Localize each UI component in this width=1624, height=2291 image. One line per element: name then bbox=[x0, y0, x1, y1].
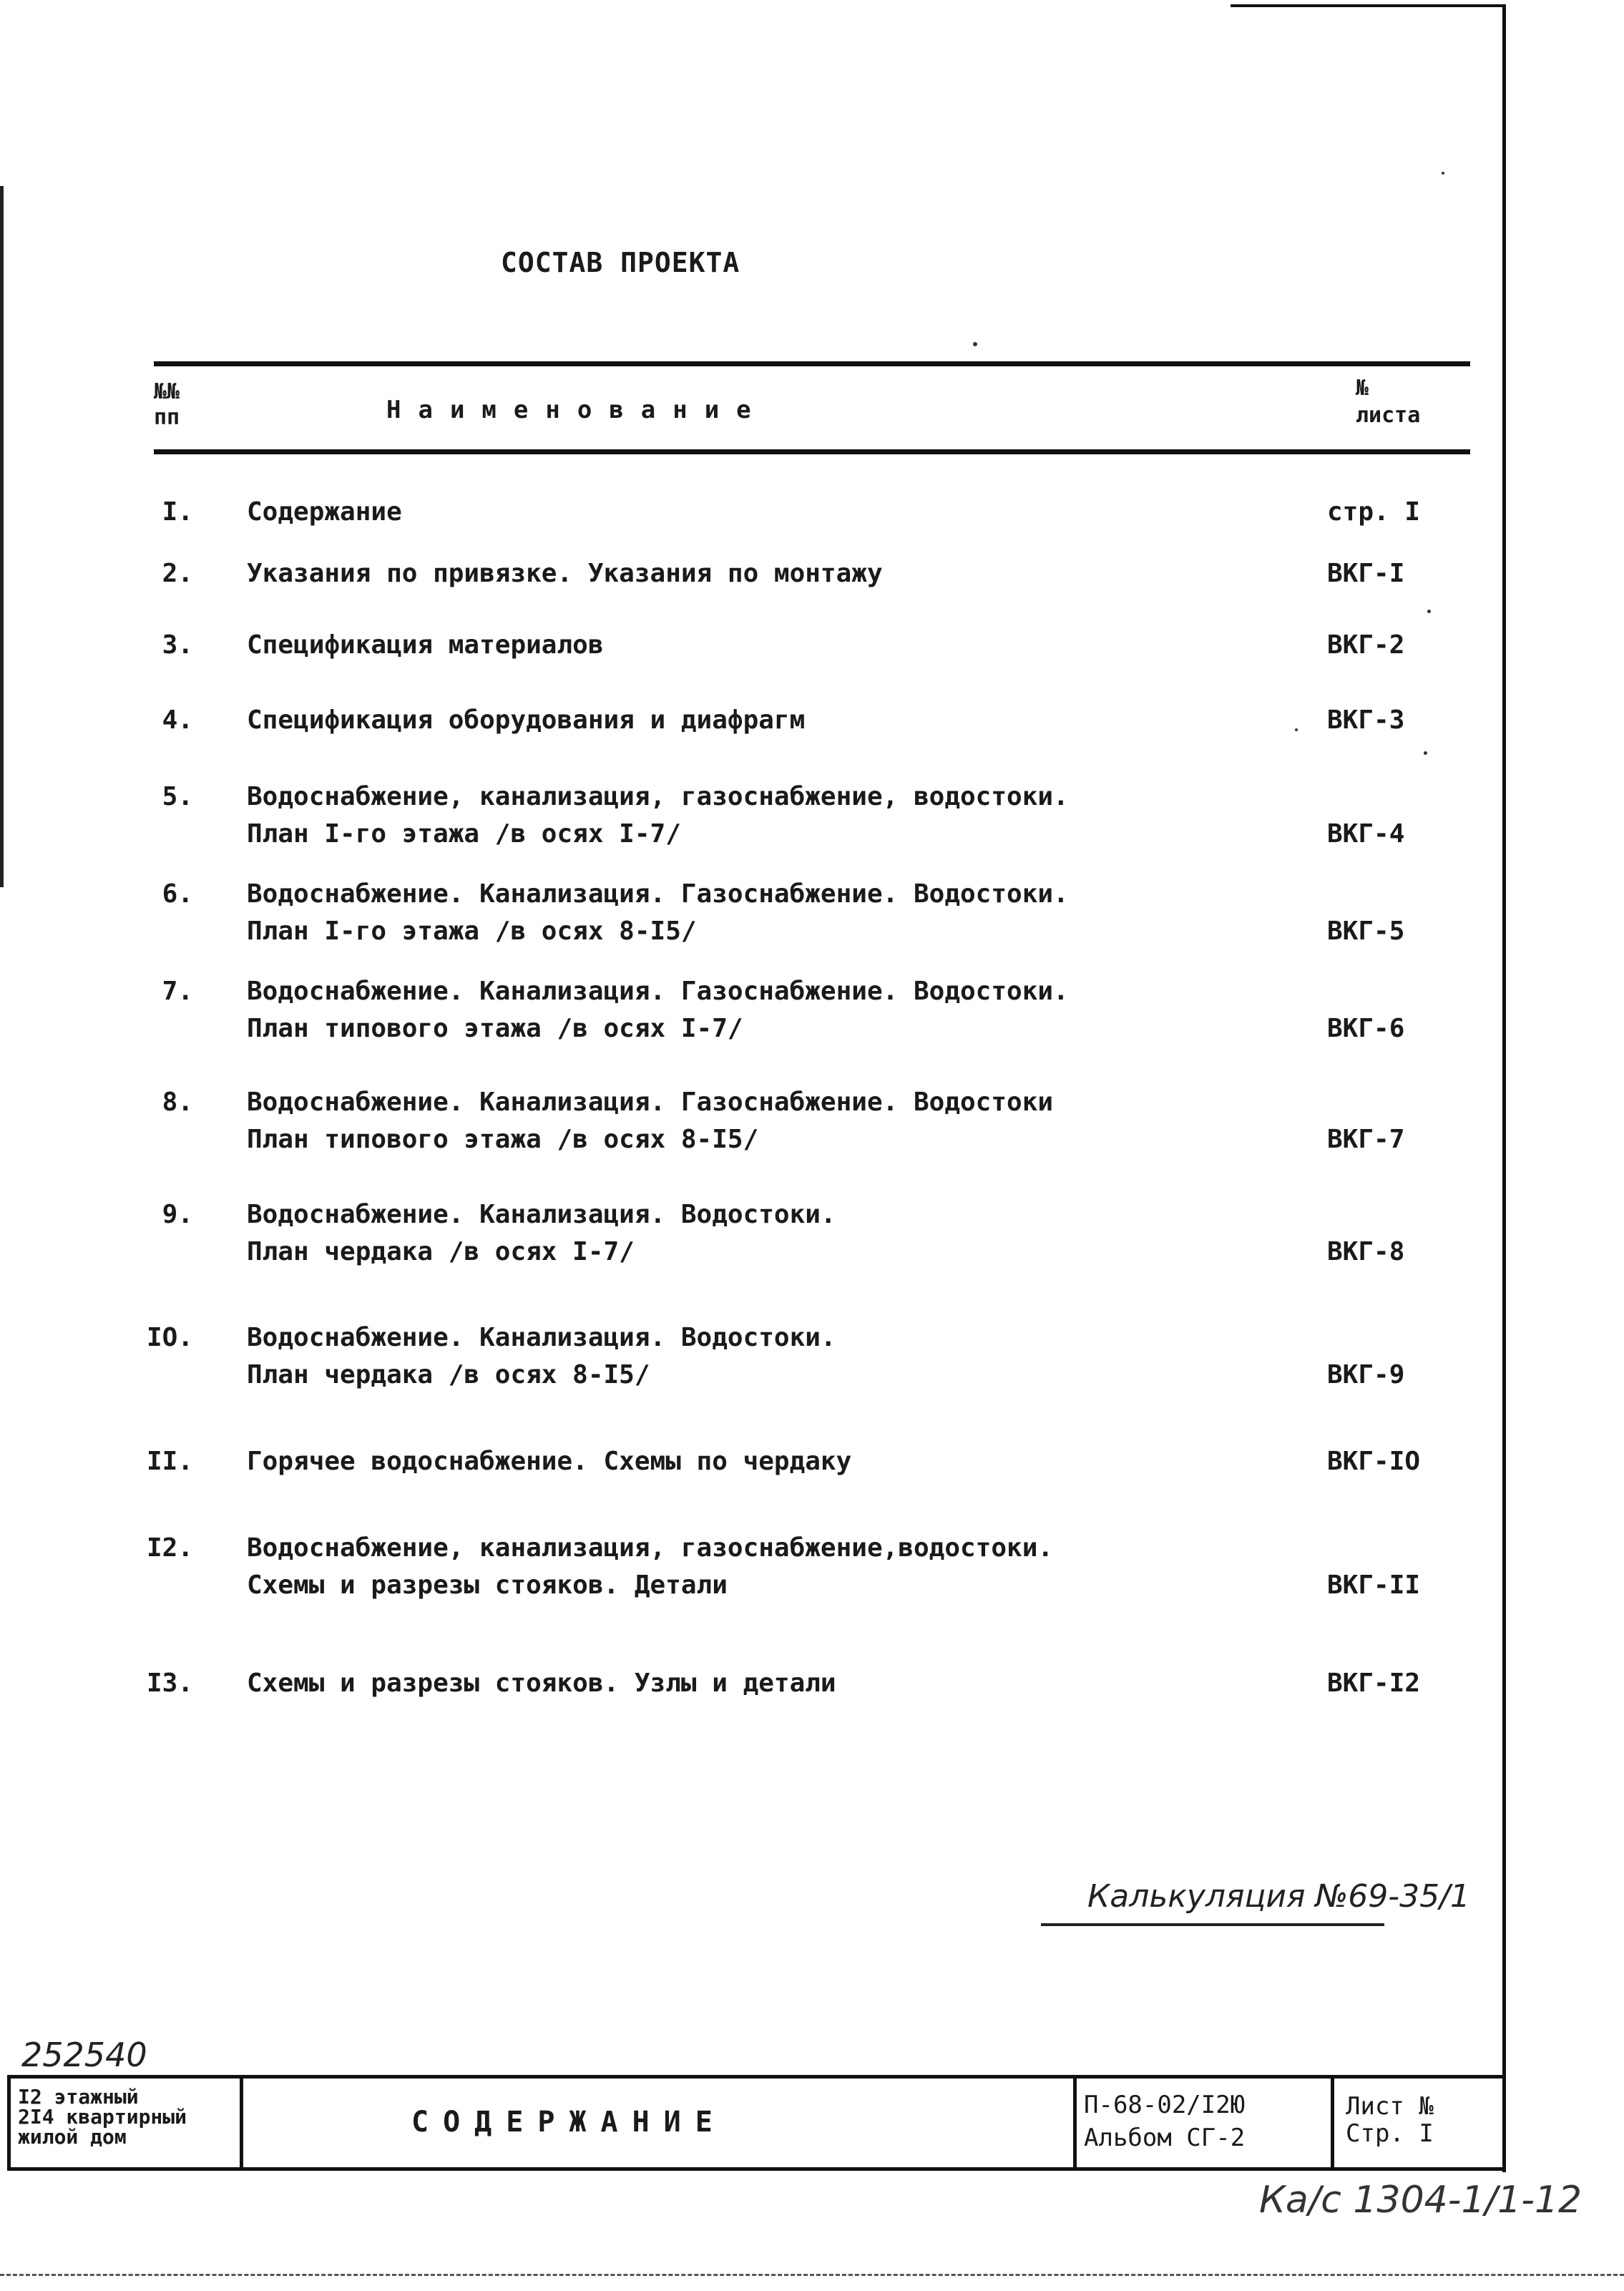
header-name: Наименование bbox=[386, 396, 768, 424]
item-number: 9. bbox=[162, 1200, 193, 1229]
item-number: 4. bbox=[162, 705, 193, 735]
item-sheet: ВКГ-3 bbox=[1327, 705, 1405, 735]
item-number: IO. bbox=[146, 1323, 193, 1352]
scan-speck bbox=[1427, 610, 1431, 613]
handwritten-signature: Ка/с 1304-1/1-12 bbox=[1259, 2179, 1583, 2222]
item-name: Указания по привязке. Указания по монтажу bbox=[247, 559, 883, 588]
item-name: Водоснабжение. Канализация. Газоснабжение. Водостоки. План типового этажа /в осях I-7/ bbox=[247, 977, 1069, 1043]
item-sheet: ВКГ-6 bbox=[1327, 1014, 1405, 1043]
item-sheet: ВКГ-IO bbox=[1327, 1447, 1421, 1476]
stamp-building: I2 этажный 2I4 квартирный жилой дом bbox=[11, 2078, 243, 2167]
item-sheet: ВКГ-8 bbox=[1327, 1237, 1405, 1266]
item-name: Водоснабжение. Канализация. Газоснабжение. Водостоки План типового этажа /в осях 8-I5/ bbox=[247, 1088, 1054, 1154]
inventory-number: 252540 bbox=[21, 2036, 147, 2074]
item-number: II. bbox=[146, 1447, 193, 1476]
item-name: Горячее водоснабжение. Схемы по чердаку bbox=[247, 1447, 852, 1476]
item-number: 6. bbox=[162, 879, 193, 909]
scan-speck bbox=[1295, 728, 1298, 731]
item-sheet: ВКГ-II bbox=[1327, 1571, 1421, 1600]
scan-speck bbox=[1424, 751, 1427, 755]
item-name: Водоснабжение, канализация, газоснабжение,водостоки. Схемы и разрезы стояков. Детали bbox=[247, 1533, 1054, 1600]
stamp-sheet: Лист № Стр. I bbox=[1346, 2092, 1434, 2148]
item-sheet: ВКГ-I2 bbox=[1327, 1669, 1421, 1698]
calculation-note: Калькуляция №69-35/1 bbox=[1087, 1878, 1470, 1915]
frame-left-mark bbox=[0, 186, 4, 887]
stamp-title: СОДЕРЖАНИЕ bbox=[243, 2078, 1077, 2167]
bottom-scan-edge bbox=[0, 2274, 1624, 2276]
item-sheet: ВКГ-4 bbox=[1327, 819, 1405, 849]
item-name: Схемы и разрезы стояков. Узлы и детали bbox=[247, 1669, 836, 1698]
title-block bbox=[7, 2075, 1506, 2171]
item-number: 3. bbox=[162, 630, 193, 660]
scan-speck bbox=[1442, 172, 1444, 175]
table-header-rule bbox=[154, 449, 1470, 454]
item-name: Водоснабжение. Канализация. Водостоки. План чердака /в осях 8-I5/ bbox=[247, 1323, 836, 1389]
item-number: 2. bbox=[162, 559, 193, 588]
item-sheet: ВКГ-2 bbox=[1327, 630, 1405, 660]
item-number: 5. bbox=[162, 782, 193, 811]
item-sheet: ВКГ-5 bbox=[1327, 917, 1405, 946]
scan-speck bbox=[973, 342, 977, 346]
item-sheet: ВКГ-I bbox=[1327, 559, 1405, 588]
header-number: №№ пп bbox=[154, 379, 180, 430]
item-sheet: ВКГ-9 bbox=[1327, 1360, 1405, 1389]
table-top-rule bbox=[154, 361, 1470, 366]
item-name: Спецификация оборудования и диафрагм bbox=[247, 705, 806, 735]
item-name: Содержание bbox=[247, 497, 402, 527]
item-number: I3. bbox=[146, 1669, 193, 1698]
item-number: 7. bbox=[162, 977, 193, 1006]
item-sheet: ВКГ-7 bbox=[1327, 1125, 1405, 1154]
item-sheet: стр. I bbox=[1327, 497, 1421, 527]
item-name: Водоснабжение. Канализация. Водостоки. План чердака /в осях I-7/ bbox=[247, 1200, 836, 1266]
frame-top-border bbox=[1231, 4, 1506, 7]
calculation-underline bbox=[1041, 1923, 1384, 1926]
frame-right-border bbox=[1502, 4, 1506, 2172]
item-number: 8. bbox=[162, 1088, 193, 1117]
item-name: Водоснабжение, канализация, газоснабжение, водостоки. План I-го этажа /в осях I-7/ bbox=[247, 782, 1069, 849]
item-name: Водоснабжение. Канализация. Газоснабжение. Водостоки. План I-го этажа /в осях 8-I5/ bbox=[247, 879, 1069, 946]
item-number: I2. bbox=[146, 1533, 193, 1563]
stamp-project: П-68-02/I2Ю Альбом СГ-2 bbox=[1077, 2078, 1334, 2167]
item-name: Спецификация материалов bbox=[247, 630, 604, 660]
page-title: СОСТАВ ПРОЕКТА bbox=[501, 247, 740, 278]
item-number: I. bbox=[162, 497, 193, 527]
header-sheet: № листа bbox=[1356, 376, 1421, 428]
